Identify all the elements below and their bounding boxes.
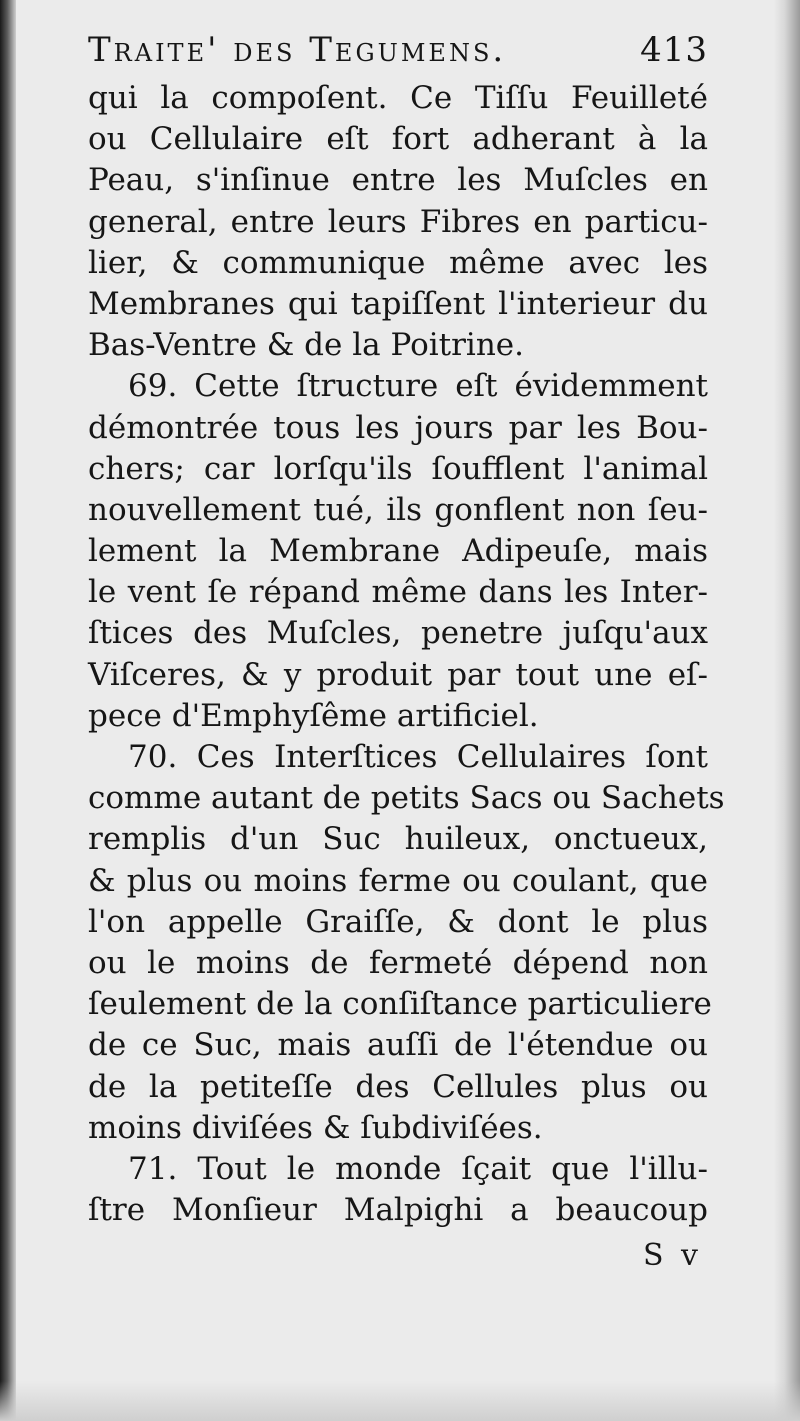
paragraph-start-69: 69. Cette ſtructure eſt évidemment [128,368,708,405]
text-line: démontrée tous les jours par les Bou- [88,409,708,446]
body-text [88,78,725,1231]
text-line: le vent ſe répand même dans les Inter- [88,574,708,611]
text-line: de la petiteſſe des Cellules plus ou [88,1068,708,1105]
text-line: Membranes qui tapiſſent l'interieur du [88,285,708,322]
text-line: remplis d'un Suc huileux, onctueux, [88,821,708,858]
text-line: ſtre Monſieur Malpighi a beaucoup [88,1192,708,1229]
text-line: ſeulement de la conſiſtance particuliere [88,986,712,1023]
text-line: Peau, s'inſinue entre les Muſcles en [88,162,708,199]
text-line: lement la Membrane Adipeuſe, mais [88,533,708,570]
page-gutter-shadow [0,0,16,1421]
text-line: ou le moins de fermeté dépend non [88,944,708,981]
text-line: ou Cellulaire eſt fort adherant à la [88,121,708,158]
paragraph-start-70: 70. Ces Interſtices Cellulaires ſont [128,739,708,775]
text-line: general, entre leurs Fibres en particu- [88,203,708,240]
text-line: l'on appelle Graiſſe, & dont le plus [88,903,708,940]
running-header [88,30,708,78]
text-line: qui la compoſent. Ce Tiſſu Feuilleté [88,80,708,116]
text-line: ſtices des Muſcles, penetre juſqu'aux [88,615,708,652]
text-line: comme autant de petits Sacs ou Sachets [88,780,725,817]
text-line: pece d'Emphyſême artificiel. [88,697,539,734]
text-line: chers; car lorſqu'ils ſoufflent l'animal [88,450,708,487]
text-line: de ce Suc, mais auſſi de l'étendue ou [88,1027,708,1064]
footer [88,1235,708,1276]
paragraph-start-71: 71. Tout le monde ſçait que l'illu- [128,1150,708,1187]
text-line: Bas-Ventre & de la Poitrine. [88,327,524,364]
text-line: & plus ou moins ferme ou coulant, que [88,862,708,899]
text-line: moins diviſées & ſubdiviſées. [88,1109,543,1146]
signature-mark: S v [642,1238,702,1274]
page-number: 413 [640,30,708,70]
text-line: lier, & communique même avec les [88,244,708,281]
text-line: nouvellement tué, ils gonflent non ſeu- [88,491,708,528]
text-block [88,30,725,1276]
text-line: Viſceres, & y produit par tout une eſ- [88,656,708,693]
page-edge-shadow [774,0,800,1421]
page-bottom-shadow [0,1381,800,1421]
running-title: Traite' des Tegumens. [88,30,507,70]
